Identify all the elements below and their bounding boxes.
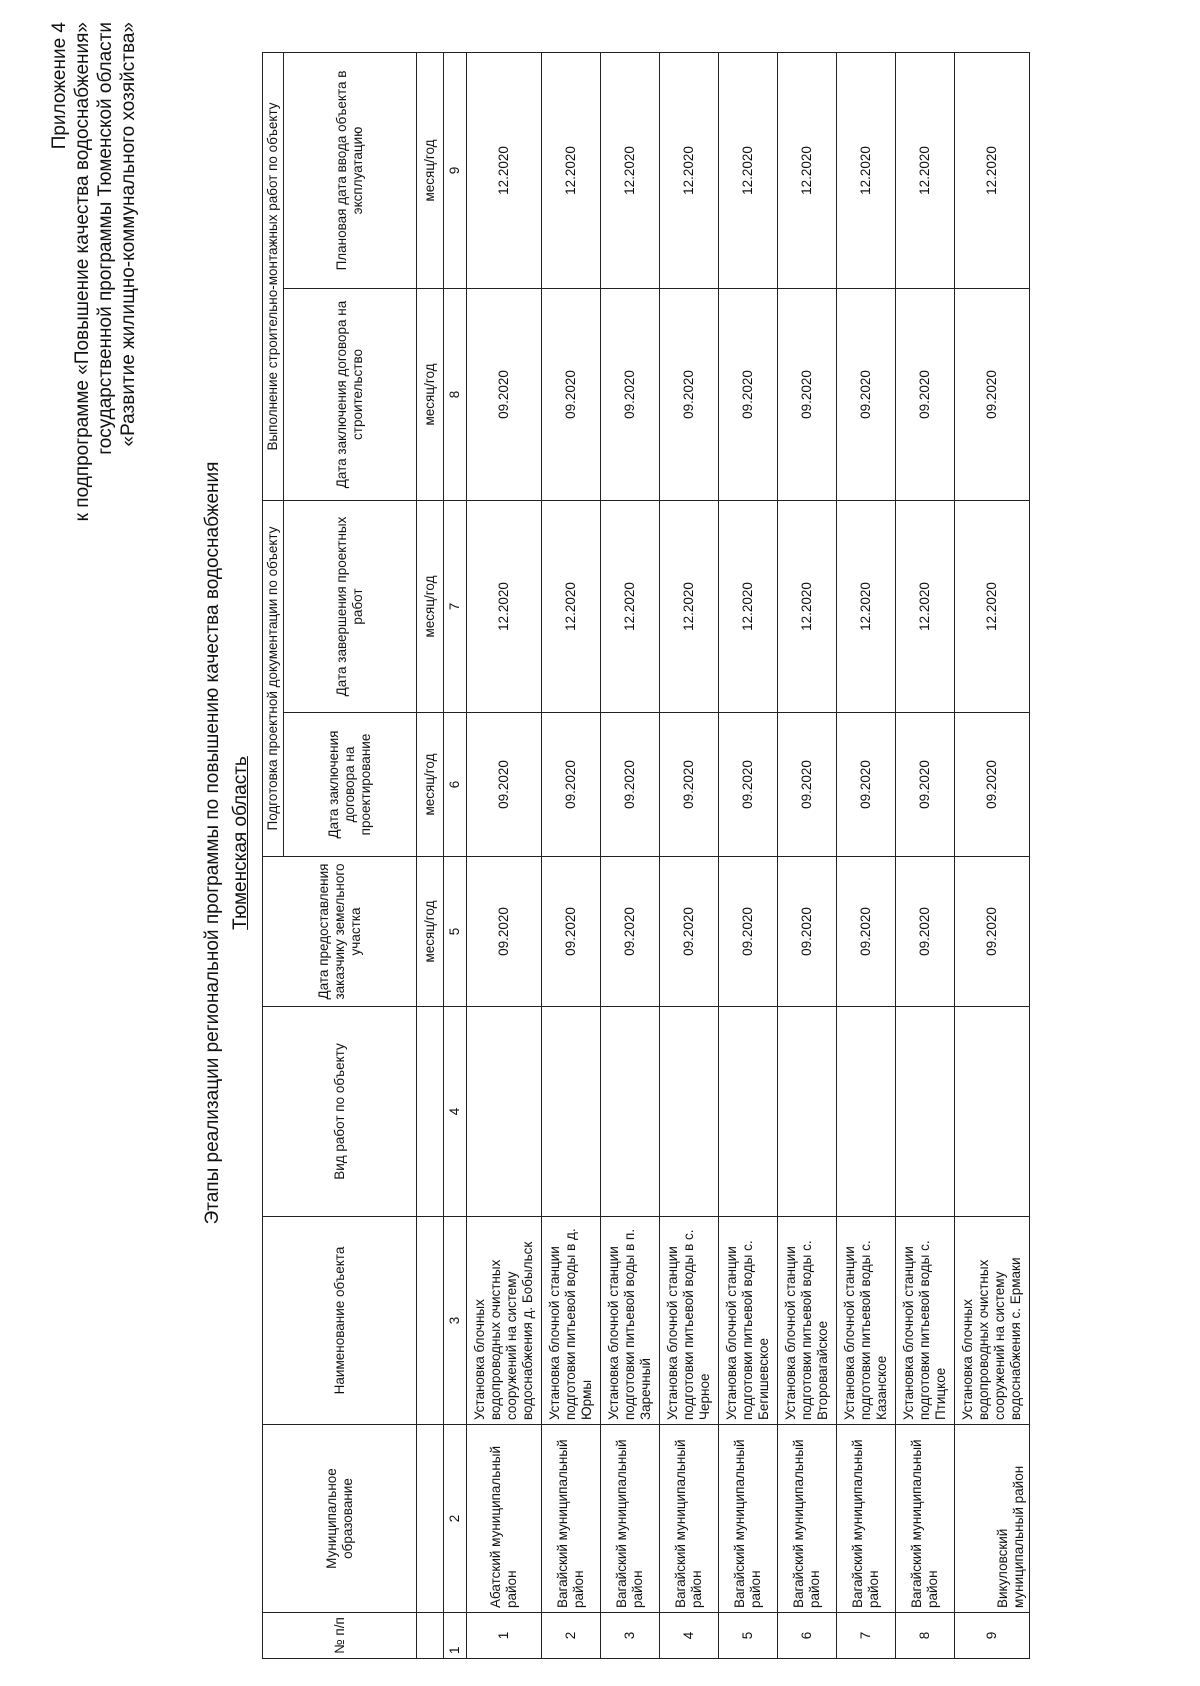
row-design-contract: 09.2020: [955, 713, 1030, 857]
row-commissioning: 12.2020: [896, 52, 955, 288]
row-construction-contract: 09.2020: [955, 288, 1030, 500]
column-number: 3: [444, 1217, 467, 1425]
row-work-type: [467, 1007, 542, 1217]
row-design-contract: 09.2020: [896, 713, 955, 857]
row-work-type: [837, 1007, 896, 1217]
row-municipality: Вагайский муниципальный район: [542, 1425, 601, 1613]
design-group-header: Подготовка проектной документации по объекту: [263, 500, 284, 856]
row-land-date: 09.2020: [955, 857, 1030, 1007]
row-municipality: Вагайский муниципальный район: [719, 1425, 778, 1613]
row-commissioning: 12.2020: [601, 52, 660, 288]
row-design-end: 12.2020: [778, 500, 837, 712]
row-municipality: Вагайский муниципальный район: [896, 1425, 955, 1613]
unit-cell: [417, 1613, 444, 1659]
row-commissioning: 12.2020: [467, 52, 542, 288]
unit-cell: месяц/год: [417, 500, 444, 712]
row-design-end: 12.2020: [660, 500, 719, 712]
row-object: Установка блочной станции подготовки питьевой воды с. Второвагайское: [778, 1217, 837, 1425]
row-design-end: 12.2020: [896, 500, 955, 712]
row-number: 8: [896, 1613, 955, 1659]
col-design-end-header: Дата завершения проектных работ: [284, 500, 417, 712]
row-number: 3: [601, 1613, 660, 1659]
col-object-header: Наименование объекта: [263, 1217, 417, 1425]
row-land-date: 09.2020: [896, 857, 955, 1007]
column-number: 1: [444, 1613, 467, 1659]
row-land-date: 09.2020: [778, 857, 837, 1007]
row-commissioning: 12.2020: [542, 52, 601, 288]
row-municipality: Вагайский муниципальный район: [660, 1425, 719, 1613]
row-number: 1: [467, 1613, 542, 1659]
col-construction-contract-header: Дата заключения договора на строительство: [284, 288, 417, 500]
table-row: [467, 52, 542, 1658]
table-row: [955, 52, 1030, 1658]
row-municipality: Викуловский муниципальный район: [955, 1425, 1030, 1613]
row-design-contract: 09.2020: [467, 713, 542, 857]
row-object: Установка блочной станции подготовки питьевой воды в д. Юрмы: [542, 1217, 601, 1425]
row-construction-contract: 09.2020: [896, 288, 955, 500]
row-work-type: [719, 1007, 778, 1217]
region-name: Тюменская область: [230, 756, 251, 930]
col-design-contract-header: Дата заключения договора на проектирование: [284, 713, 417, 857]
units-row: [417, 52, 444, 1658]
table-row: [837, 52, 896, 1658]
row-commissioning: 12.2020: [955, 52, 1030, 288]
row-commissioning: 12.2020: [719, 52, 778, 288]
appendix-line: «Развитие жилищно-коммунального хозяйства»: [118, 22, 139, 447]
unit-cell: месяц/год: [417, 857, 444, 1007]
row-commissioning: 12.2020: [778, 52, 837, 288]
row-municipality: Абатский муниципальный район: [467, 1425, 542, 1613]
row-work-type: [896, 1007, 955, 1217]
table-row: [896, 52, 955, 1658]
unit-cell: месяц/год: [417, 52, 444, 288]
unit-cell: месяц/год: [417, 713, 444, 857]
table-row: [778, 52, 837, 1658]
row-design-end: 12.2020: [837, 500, 896, 712]
table-row: [542, 52, 601, 1658]
appendix-header: [48, 22, 140, 521]
column-number: 5: [444, 857, 467, 1007]
column-number: 8: [444, 288, 467, 500]
row-work-type: [601, 1007, 660, 1217]
row-number: 5: [719, 1613, 778, 1659]
row-design-end: 12.2020: [719, 500, 778, 712]
row-land-date: 09.2020: [837, 857, 896, 1007]
row-object: Установка блочной станции подготовки питьевой воды в с. Черное: [660, 1217, 719, 1425]
row-design-end: 12.2020: [601, 500, 660, 712]
row-work-type: [955, 1007, 1030, 1217]
col-work-type-header: Вид работ по объекту: [263, 1007, 417, 1217]
unit-cell: месяц/год: [417, 288, 444, 500]
row-construction-contract: 09.2020: [778, 288, 837, 500]
unit-cell: [417, 1217, 444, 1425]
col-commissioning-header: Плановая дата ввода объекта в эксплуатацию: [284, 52, 417, 288]
appendix-line: к подпрограмме «Повышение качества водоснабжения»: [72, 22, 93, 522]
row-land-date: 09.2020: [467, 857, 542, 1007]
document-title: Этапы реализации региональной программы по повышению качества водоснабжения: [202, 461, 223, 1225]
row-land-date: 09.2020: [719, 857, 778, 1007]
row-land-date: 09.2020: [601, 857, 660, 1007]
row-design-end: 12.2020: [467, 500, 542, 712]
table-row: [601, 52, 660, 1658]
row-design-contract: 09.2020: [542, 713, 601, 857]
row-work-type: [778, 1007, 837, 1217]
row-construction-contract: 09.2020: [601, 288, 660, 500]
row-number: 6: [778, 1613, 837, 1659]
row-object: Установка блочных водопроводных очистных сооружений на систему водоснабжения д. Бобыльск: [467, 1217, 542, 1425]
column-number: 9: [444, 52, 467, 288]
row-construction-contract: 09.2020: [837, 288, 896, 500]
table-row: [719, 52, 778, 1658]
row-construction-contract: 09.2020: [660, 288, 719, 500]
row-object: Установка блочной станции подготовки питьевой воды с. Бегишевское: [719, 1217, 778, 1425]
row-design-end: 12.2020: [955, 500, 1030, 712]
header-row: [263, 52, 284, 1658]
row-land-date: 09.2020: [542, 857, 601, 1007]
col-num-header: № п/п: [263, 1613, 417, 1659]
row-construction-contract: 09.2020: [467, 288, 542, 500]
column-number-row: [444, 52, 467, 1658]
row-design-contract: 09.2020: [778, 713, 837, 857]
row-number: 2: [542, 1613, 601, 1659]
row-object: Установка блочных водопроводных очистных сооружений на систему водоснабжения с. Ермаки: [955, 1217, 1030, 1425]
table-row: [660, 52, 719, 1658]
unit-cell: [417, 1425, 444, 1613]
column-number: 6: [444, 713, 467, 857]
row-commissioning: 12.2020: [660, 52, 719, 288]
row-design-contract: 09.2020: [719, 713, 778, 857]
row-municipality: Вагайский муниципальный район: [837, 1425, 896, 1613]
row-design-contract: 09.2020: [601, 713, 660, 857]
region-subtitle: [228, 0, 253, 1686]
col-municipality-header: Муниципальное образование: [263, 1425, 417, 1613]
unit-cell: [417, 1007, 444, 1217]
appendix-line: государственной программы Тюменской области: [95, 22, 116, 455]
row-commissioning: 12.2020: [837, 52, 896, 288]
appendix-line: Приложение 4: [49, 22, 70, 150]
stages-table: [262, 52, 1030, 1659]
row-municipality: Вагайский муниципальный район: [601, 1425, 660, 1613]
row-object: Установка блочной станции подготовки питьевой воды с. Птицкое: [896, 1217, 955, 1425]
row-work-type: [660, 1007, 719, 1217]
row-design-contract: 09.2020: [660, 713, 719, 857]
col-land-date-header: Дата предоставления заказчику земельного участка: [263, 857, 417, 1007]
row-design-end: 12.2020: [542, 500, 601, 712]
column-number: 2: [444, 1425, 467, 1613]
row-land-date: 09.2020: [660, 857, 719, 1007]
column-number: 4: [444, 1007, 467, 1217]
row-construction-contract: 09.2020: [542, 288, 601, 500]
row-design-contract: 09.2020: [837, 713, 896, 857]
row-construction-contract: 09.2020: [719, 288, 778, 500]
column-number: 7: [444, 500, 467, 712]
row-municipality: Вагайский муниципальный район: [778, 1425, 837, 1613]
row-object: Установка блочной станции подготовки питьевой воды с. Казанское: [837, 1217, 896, 1425]
row-number: 9: [955, 1613, 1030, 1659]
row-number: 4: [660, 1613, 719, 1659]
row-work-type: [542, 1007, 601, 1217]
construction-group-header: Выполнение строительно-монтажных работ по объекту: [263, 52, 284, 500]
row-number: 7: [837, 1613, 896, 1659]
row-object: Установка блочной станции подготовки питьевой воды в п. Заречный: [601, 1217, 660, 1425]
